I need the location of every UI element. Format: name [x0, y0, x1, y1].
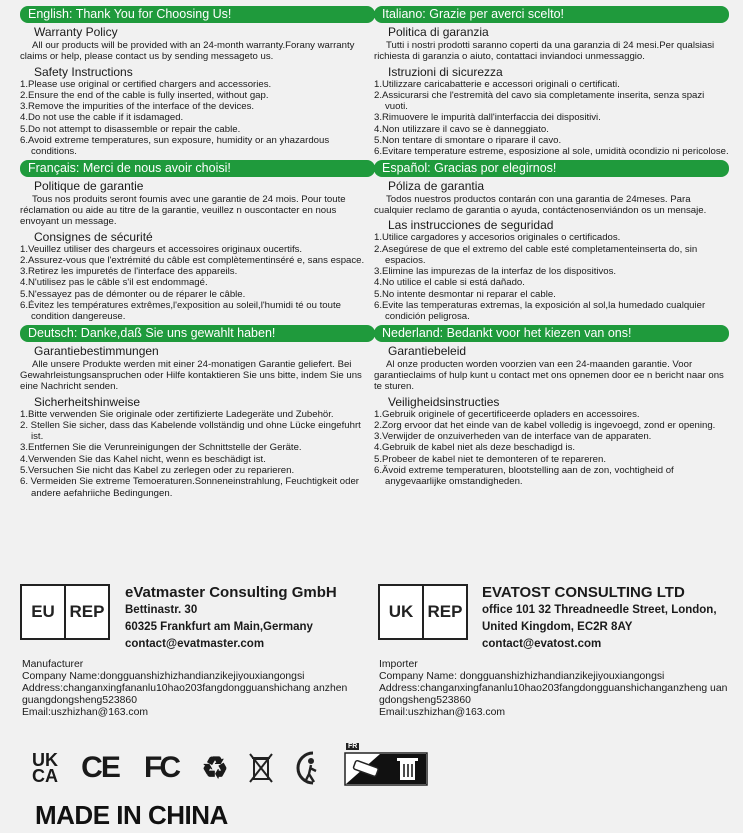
- safety-heading: Consignes de sécurité: [34, 229, 153, 244]
- eu-rep-street: Bettinastr. 30: [125, 604, 198, 616]
- uk-rep-contact: contact@evatost.com: [482, 638, 602, 650]
- safety-item: 6. Vermeiden Sie extreme Temoeraturen.Sonneneinstrahlung, Feuchtigkeit oder andere aefahriiche Bedingungen.: [20, 476, 360, 499]
- safety-item: 2.Asegúrese de que el extremo del cable esté completamenteinserta do, sin espacios.: [374, 243, 698, 266]
- uk-rep-name: EVATOST CONSULTING LTD: [482, 584, 685, 601]
- eu-rep-contact: contact@evatmaster.com: [125, 638, 265, 650]
- warranty-text: Todos nuestros productos contarán con una garantia de 24meses. Para cualquier reclamo de garantia o ayuda, contáctenosenviándon os un mensaje.: [374, 193, 707, 216]
- safety-item: 6.Evitare temperature estreme, esposizione al sole, umidità ocondizio ni pericolose.: [374, 146, 729, 158]
- warranty-text: Tous nos produits seront foumis avec une garantie de 24 mois. Pour toute réclamation ou aide au titre de la garantie, veuillez n ouscontacter en nous envoyant un message.: [20, 193, 346, 228]
- section-italian: [374, 6, 729, 158]
- language-banner: Français: Merci de nous avoir choisi!: [20, 160, 375, 177]
- safety-item: 4.Non utilizzare il cavo se è danneggiato.: [374, 123, 549, 135]
- safety-item: 1.Bitte verwenden Sie originale oder zertifizierte Ladegeräte und Zubehör.: [20, 408, 334, 420]
- manufacturer-block: [22, 659, 352, 719]
- uk-rep-badge: [378, 584, 468, 640]
- safety-item: 3.Rimuovere le impurità dall'interfaccia dei dispositivi.: [374, 112, 601, 124]
- safety-item: 6.Évitez les températures extrêmes,l'exposition au soleil,l'humidi té ou toute condition dangereuse.: [20, 300, 341, 323]
- safety-item: 2.Ensure the end of the cable is fully inserted, without gap.: [20, 89, 269, 101]
- eu-rep-city: 60325 Frankfurt am Main,Germany: [125, 621, 313, 633]
- ukca-bottom-text: CA: [32, 766, 58, 786]
- safety-item: 3.Retirez les impuretés de l'interface des appareils.: [20, 266, 238, 278]
- eu-rep-block: [20, 584, 360, 650]
- importer-block: [379, 659, 729, 719]
- certification-row: [28, 743, 428, 788]
- fcc-mark-icon: FC: [144, 751, 178, 784]
- manufacturer-label: Manufacturer: [22, 659, 84, 670]
- safety-item: 1.Utilizzare caricabatterie e accessori originali o certificati.: [374, 78, 620, 90]
- manufacturer-address: Address:changanxingfananlu10hao203fangdongguanshichang anzhenguangdongsheng523860: [22, 683, 348, 706]
- safety-list: [374, 79, 729, 158]
- language-banner: English: Thank You for Choosing Us!: [20, 6, 375, 23]
- eu-rep-badge: [20, 584, 110, 640]
- warranty-heading: Politica di garanzia: [388, 25, 489, 39]
- importer-email: Email:uszhizhan@163.com: [379, 707, 506, 718]
- safety-item: 3.Remove the impurities of the interface of the devices.: [20, 101, 255, 113]
- safety-item: 5.N'essayez pas de démonter ou de réparer le câble.: [20, 288, 246, 300]
- safety-item: 2. Stellen Sie sicher, dass das Kabelende vollständig und ohne Lücke eingefuhrt ist.: [20, 419, 361, 443]
- safety-heading: Las instrucciones de seguridad: [388, 218, 554, 233]
- manufacturer-company: Company Name:dongguanshizhizhandianzikejiyouxiangongsi: [22, 671, 305, 682]
- importer-label: Importer: [379, 659, 418, 670]
- safety-item: 4.No utilice el cable si está dañado.: [374, 277, 525, 289]
- safety-item: 3.Verwijder de onzuiverheden van de interface van de apparaten.: [374, 431, 652, 443]
- eu-rep-details: [125, 584, 337, 653]
- warranty-text: All our products will be provided with an 24-month warranty.Forany warranty claims or help, please contact us by sending messageto us.: [20, 40, 355, 63]
- eu-badge-label: EU: [31, 602, 55, 621]
- safety-item: 3.Elimine las impurezas de la interfaz de los dispositivos.: [374, 266, 617, 278]
- safety-item: 5.Do not attempt to disassemble or repair the cable.: [20, 123, 241, 135]
- rep-badge-label: REP: [64, 586, 108, 638]
- warranty-heading: Póliza de garantia: [388, 178, 485, 193]
- safety-heading: Istruzioni di sicurezza: [388, 64, 503, 79]
- safety-heading: Veiligheidsinstructies: [388, 394, 500, 409]
- warranty-heading: Warranty Policy: [34, 25, 118, 39]
- cable-and-bin-icon: [344, 750, 428, 786]
- safety-item: 4.N'utilisez pas le câble s'il est endommagé.: [20, 277, 208, 289]
- safety-list: [20, 79, 375, 158]
- safety-item: 1.Please use original or certified chargers and accessories.: [20, 78, 272, 90]
- right-column: [374, 6, 729, 490]
- safety-list: [20, 244, 375, 323]
- ce-mark-icon: CE: [81, 751, 119, 784]
- safety-item: 4.Gebruik de kabel niet als deze beschadigd is.: [374, 442, 576, 454]
- warranty-text: Tutti i nostri prodotti saranno coperti da una garanzia di 24 mesi.Per qualsiasi richiesta di garanzia o aiuto, contattaci inviandoci unmessaggio.: [374, 40, 715, 63]
- warranty-text: Al onze producten worden voorzien van een 24-maanden garantie. Voor garantieclaims of hulp kunt u contact met ons opnemen door ee n bericht naar ons te sturen.: [374, 358, 724, 393]
- safety-item: 1.Veuillez utiliser des chargeurs et accessoires originaux oucertifs.: [20, 243, 303, 255]
- safety-item: 5.Versuchen Sie nicht das Kabel zu zerlegen oder zu reparieren.: [20, 465, 295, 477]
- safety-item: 5.No intente desmontar ni reparar el cable.: [374, 288, 556, 300]
- ukca-top-text: UK: [32, 750, 58, 770]
- safety-item: 5.Probeer de kabel niet te demonteren of te repareren.: [374, 453, 606, 465]
- eu-rep-name: eVatmaster Consulting GmbH: [125, 584, 337, 601]
- fr-tag: FR: [348, 743, 358, 750]
- safety-item: 2.Assicurarsi che l'estremità del cavo sia completamente inserita, senza spazi vuoti.: [374, 89, 705, 113]
- safety-item: 2.Zorg ervoor dat het einde van de kabel volledig is ingevoegd, zond er opening.: [374, 419, 716, 431]
- warranty-heading: Politique de garantie: [34, 178, 144, 193]
- left-column: [20, 6, 375, 501]
- warranty-heading: Garantiebeleid: [388, 343, 467, 358]
- safety-list: [374, 409, 729, 488]
- language-banner: Nederland: Bedankt voor het kiezen van ons!: [374, 325, 729, 342]
- warranty-heading: Garantiebestimmungen: [34, 343, 159, 358]
- safety-item: 6.Evite las temperaturas extremas, la exposición al sol,la humedado cualquier condición peligrosa.: [374, 300, 706, 323]
- section-german: [20, 325, 375, 499]
- importer-address: Address:changanxingfananlu10hao203fangdongguanshichanganzheng uangdongsheng523860: [379, 683, 728, 706]
- info-tri-label: [344, 743, 428, 787]
- safety-item: 1.Utilice cargadores y accesorios originales o certificados.: [374, 232, 621, 244]
- language-banner: Deutsch: Danke,daß Sie uns gewahlt haben!: [20, 325, 375, 342]
- rep-badge-label: REP: [422, 586, 466, 638]
- recycle-icon: ♻: [201, 751, 229, 785]
- safety-item: 1.Gebruik originele of gecertificeerde opladers en accessoires.: [374, 408, 640, 420]
- manufacturer-email: Email:uszhizhan@163.com: [22, 707, 149, 718]
- safety-item: 2.Assurez-vous que l'extrémité du câble est complètementinséré e, sans espace.: [20, 254, 365, 266]
- triman-icon: [290, 749, 330, 787]
- uk-badge-label: UK: [388, 602, 414, 621]
- safety-item: 4.Verwenden Sie das Kahel nicht, wenn es beschädigt ist.: [20, 453, 266, 465]
- section-spanish: [374, 160, 729, 323]
- safety-item: 5.Non tentare di smontare o riparare il cavo.: [374, 135, 562, 147]
- language-banner: Español: Gracias por elegirnos!: [374, 160, 729, 177]
- safety-item: 3.Entfernen Sie die Verunreinigungen der Schnittstelle der Geräte.: [20, 442, 302, 454]
- safety-item: 6.Ävoid extreme temperaturen, blootstelling aan de zon, vochtigheid of anygevaarlijke omstandigheden.: [374, 465, 674, 488]
- language-banner: Italiano: Grazie per averci scelto!: [374, 6, 729, 23]
- uk-rep-block: [374, 584, 729, 650]
- safety-item: 6.Avoid extreme temperatures, sun exposure, humidity or an yhazardous conditions.: [20, 135, 330, 158]
- section-english: [20, 6, 375, 158]
- section-dutch: [374, 325, 729, 488]
- uk-rep-city: United Kingdom, EC2R 8AY: [482, 621, 633, 633]
- safety-list: [20, 409, 375, 499]
- uk-rep-street: office 101 32 Threadneedle Street, London,: [482, 604, 717, 616]
- uk-rep-details: [482, 584, 717, 653]
- warranty-text: Alle unsere Produkte werden mit einer 24-monatigen Garantie geliefert. Bei Gewahrleistungsanspruchen oder Hilfe kontaktieren Sie uns bitte, indem Sie uns eine Nachricht senden.: [20, 358, 362, 393]
- safety-heading: Sicherheitshinweise: [34, 394, 141, 409]
- made-in-label: MADE IN CHINA: [35, 800, 228, 830]
- safety-list: [374, 232, 729, 322]
- importer-company: Company Name: dongguanshizhizhandianzikejiyouxiangongsi: [379, 671, 665, 682]
- weee-crossed-bin-icon: [246, 751, 276, 785]
- section-french: [20, 160, 375, 323]
- safety-heading: Safety Instructions: [34, 64, 133, 79]
- ukca-mark-icon: [28, 752, 62, 784]
- safety-item: 4.Do not use the cable if it isdamaged.: [20, 112, 184, 124]
